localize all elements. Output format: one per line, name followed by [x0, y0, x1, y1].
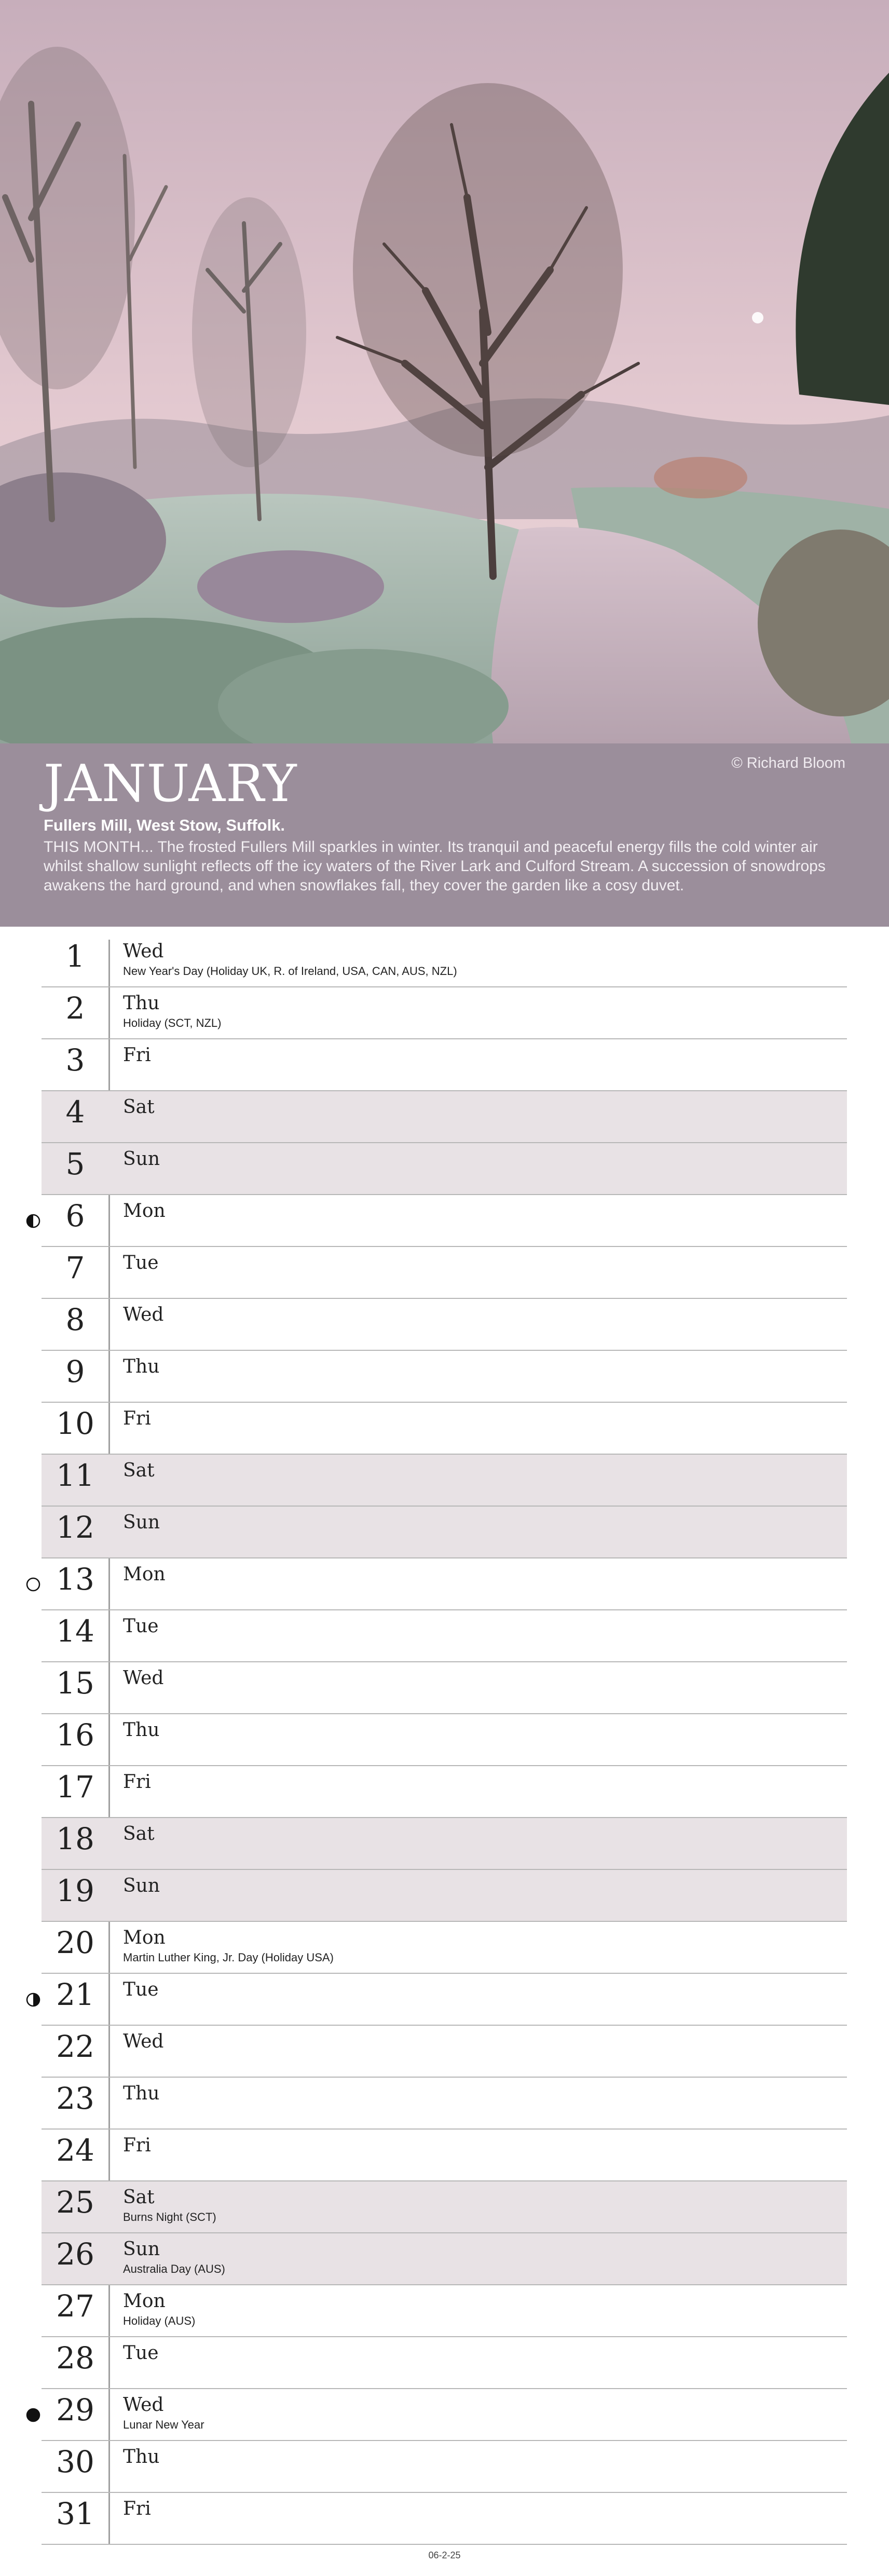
day-row [42, 2026, 847, 2078]
day-row [42, 1091, 847, 1143]
day-number: 16 [56, 1717, 94, 1753]
weekday-name: Thu [123, 2446, 160, 2467]
photo-location: Fullers Mill, West Stow, Suffolk. [44, 816, 285, 834]
day-number: 11 [56, 1458, 94, 1493]
first-quarter-moon-icon [25, 1213, 41, 1229]
day-number: 19 [56, 1873, 94, 1908]
weekday-name: Sun [123, 2239, 160, 2260]
day-number: 26 [56, 2236, 94, 2272]
day-row [42, 2130, 847, 2181]
product-code: 06-2-25 [428, 2550, 461, 2560]
weekday-name: Thu [123, 1719, 160, 1741]
day-row [42, 1870, 847, 1922]
day-row [42, 1558, 847, 1610]
day-row [42, 1974, 847, 2026]
last-quarter-moon-icon [25, 1992, 41, 2008]
day-number: 22 [56, 2029, 94, 2064]
day-row [42, 1818, 847, 1870]
day-number: 31 [56, 2496, 94, 2531]
day-row [42, 1922, 847, 1974]
day-row [42, 1039, 847, 1091]
weekday-name: Sun [123, 1512, 160, 1533]
new-moon-icon [25, 2407, 41, 2423]
weekday-name: Mon [123, 1564, 166, 1585]
holiday-note: Holiday (AUS) [123, 2314, 196, 2327]
day-number: 4 [65, 1094, 85, 1130]
weekday-name: Mon [123, 2290, 166, 2312]
weekday-name: Sun [123, 1148, 160, 1170]
weekday-name: Wed [123, 1304, 164, 1325]
weekday-name: Thu [123, 993, 160, 1014]
day-row [42, 1714, 847, 1766]
weekday-name: Wed [123, 2031, 164, 2052]
day-number: 7 [65, 1250, 85, 1285]
weekday-name: Sat [123, 1096, 155, 1118]
day-number: 2 [65, 991, 85, 1026]
day-number: 12 [56, 1510, 94, 1545]
day-row [42, 1610, 847, 1662]
holiday-note: Martin Luther King, Jr. Day (Holiday USA) [123, 1951, 334, 1964]
day-number: 21 [56, 1977, 94, 2012]
day-number: 24 [56, 2133, 94, 2168]
day-row [42, 2181, 847, 2233]
holiday-note: Lunar New Year [123, 2418, 204, 2431]
day-number: 23 [56, 2081, 94, 2116]
day-row [42, 2389, 847, 2441]
day-number: 25 [56, 2185, 94, 2220]
day-number: 1 [65, 939, 85, 974]
weekday-name: Sun [123, 1875, 160, 1896]
day-row [42, 936, 847, 987]
day-number: 17 [56, 1769, 94, 1805]
day-number: 14 [56, 1614, 94, 1649]
holiday-note: Burns Night (SCT) [123, 2211, 216, 2224]
day-number: 28 [56, 2340, 94, 2376]
weekday-name: Mon [123, 1927, 166, 1948]
month-title: JANUARY [44, 754, 297, 814]
weekday-name: Wed [123, 2394, 164, 2416]
day-number: 15 [56, 1665, 94, 1701]
full-moon-icon [25, 1577, 41, 1592]
weekday-name: Tue [123, 2342, 159, 2364]
day-row [42, 2441, 847, 2493]
day-row [42, 2337, 847, 2389]
day-row [42, 1143, 847, 1195]
weekday-name: Tue [123, 1979, 159, 2000]
weekday-name: Fri [123, 2135, 151, 2156]
photo-credit: © Richard Bloom [731, 755, 845, 771]
weekday-name: Mon [123, 1200, 166, 1222]
day-row [42, 2493, 847, 2545]
day-row [42, 1403, 847, 1455]
day-row [42, 1766, 847, 1818]
weekday-name: Fri [123, 1408, 151, 1429]
holiday-note: New Year's Day (Holiday UK, R. of Ireland, USA, CAN, AUS, NZL) [123, 965, 457, 978]
day-row [42, 2233, 847, 2285]
holiday-note: Holiday (SCT, NZL) [123, 1016, 222, 1029]
day-number: 27 [56, 2288, 94, 2324]
day-row [42, 1299, 847, 1351]
day-row [42, 1351, 847, 1403]
day-row [42, 987, 847, 1039]
day-row [42, 1455, 847, 1507]
day-number: 5 [65, 1146, 85, 1182]
weekday-name: Sat [123, 1460, 155, 1481]
header-photo [0, 0, 889, 743]
weekday-name: Thu [123, 2083, 160, 2104]
day-row [42, 2078, 847, 2130]
weekday-name: Tue [123, 1616, 159, 1637]
day-row [42, 1662, 847, 1714]
day-row [42, 1195, 847, 1247]
day-row [42, 2285, 847, 2337]
weekday-name: Fri [123, 2498, 151, 2519]
weekday-name: Wed [123, 941, 164, 962]
weekday-name: Sat [123, 2187, 155, 2208]
weekday-name: Fri [123, 1771, 151, 1793]
day-number: 13 [56, 1562, 94, 1597]
day-number: 6 [65, 1198, 85, 1233]
weekday-name: Sat [123, 1823, 155, 1845]
day-number: 8 [65, 1302, 85, 1337]
holiday-note: Australia Day (AUS) [123, 2262, 225, 2275]
weekday-name: Wed [123, 1667, 164, 1689]
weekday-name: Tue [123, 1252, 159, 1273]
day-number: 9 [65, 1354, 85, 1389]
weekday-name: Thu [123, 1356, 160, 1377]
day-row [42, 1247, 847, 1299]
day-number: 10 [56, 1406, 94, 1441]
header-band [0, 743, 889, 927]
day-number: 20 [56, 1925, 94, 1960]
day-number: 29 [56, 2392, 94, 2428]
day-number: 3 [65, 1042, 85, 1078]
weekday-name: Fri [123, 1045, 151, 1066]
day-row [42, 1507, 847, 1558]
month-description: THIS MONTH... The frosted Fullers Mill sparkles in winter. Its tranquil and peaceful energy fills the cold winter air whilst shallow sunlight reflects off the icy waters of the River Lark and Culford Stream. A succession of snowdrops awakens the hard ground, and when snowflakes fall, they cover the garden like a cosy duvet. [44, 838, 826, 894]
day-number: 18 [56, 1821, 94, 1856]
day-number: 30 [56, 2444, 94, 2479]
